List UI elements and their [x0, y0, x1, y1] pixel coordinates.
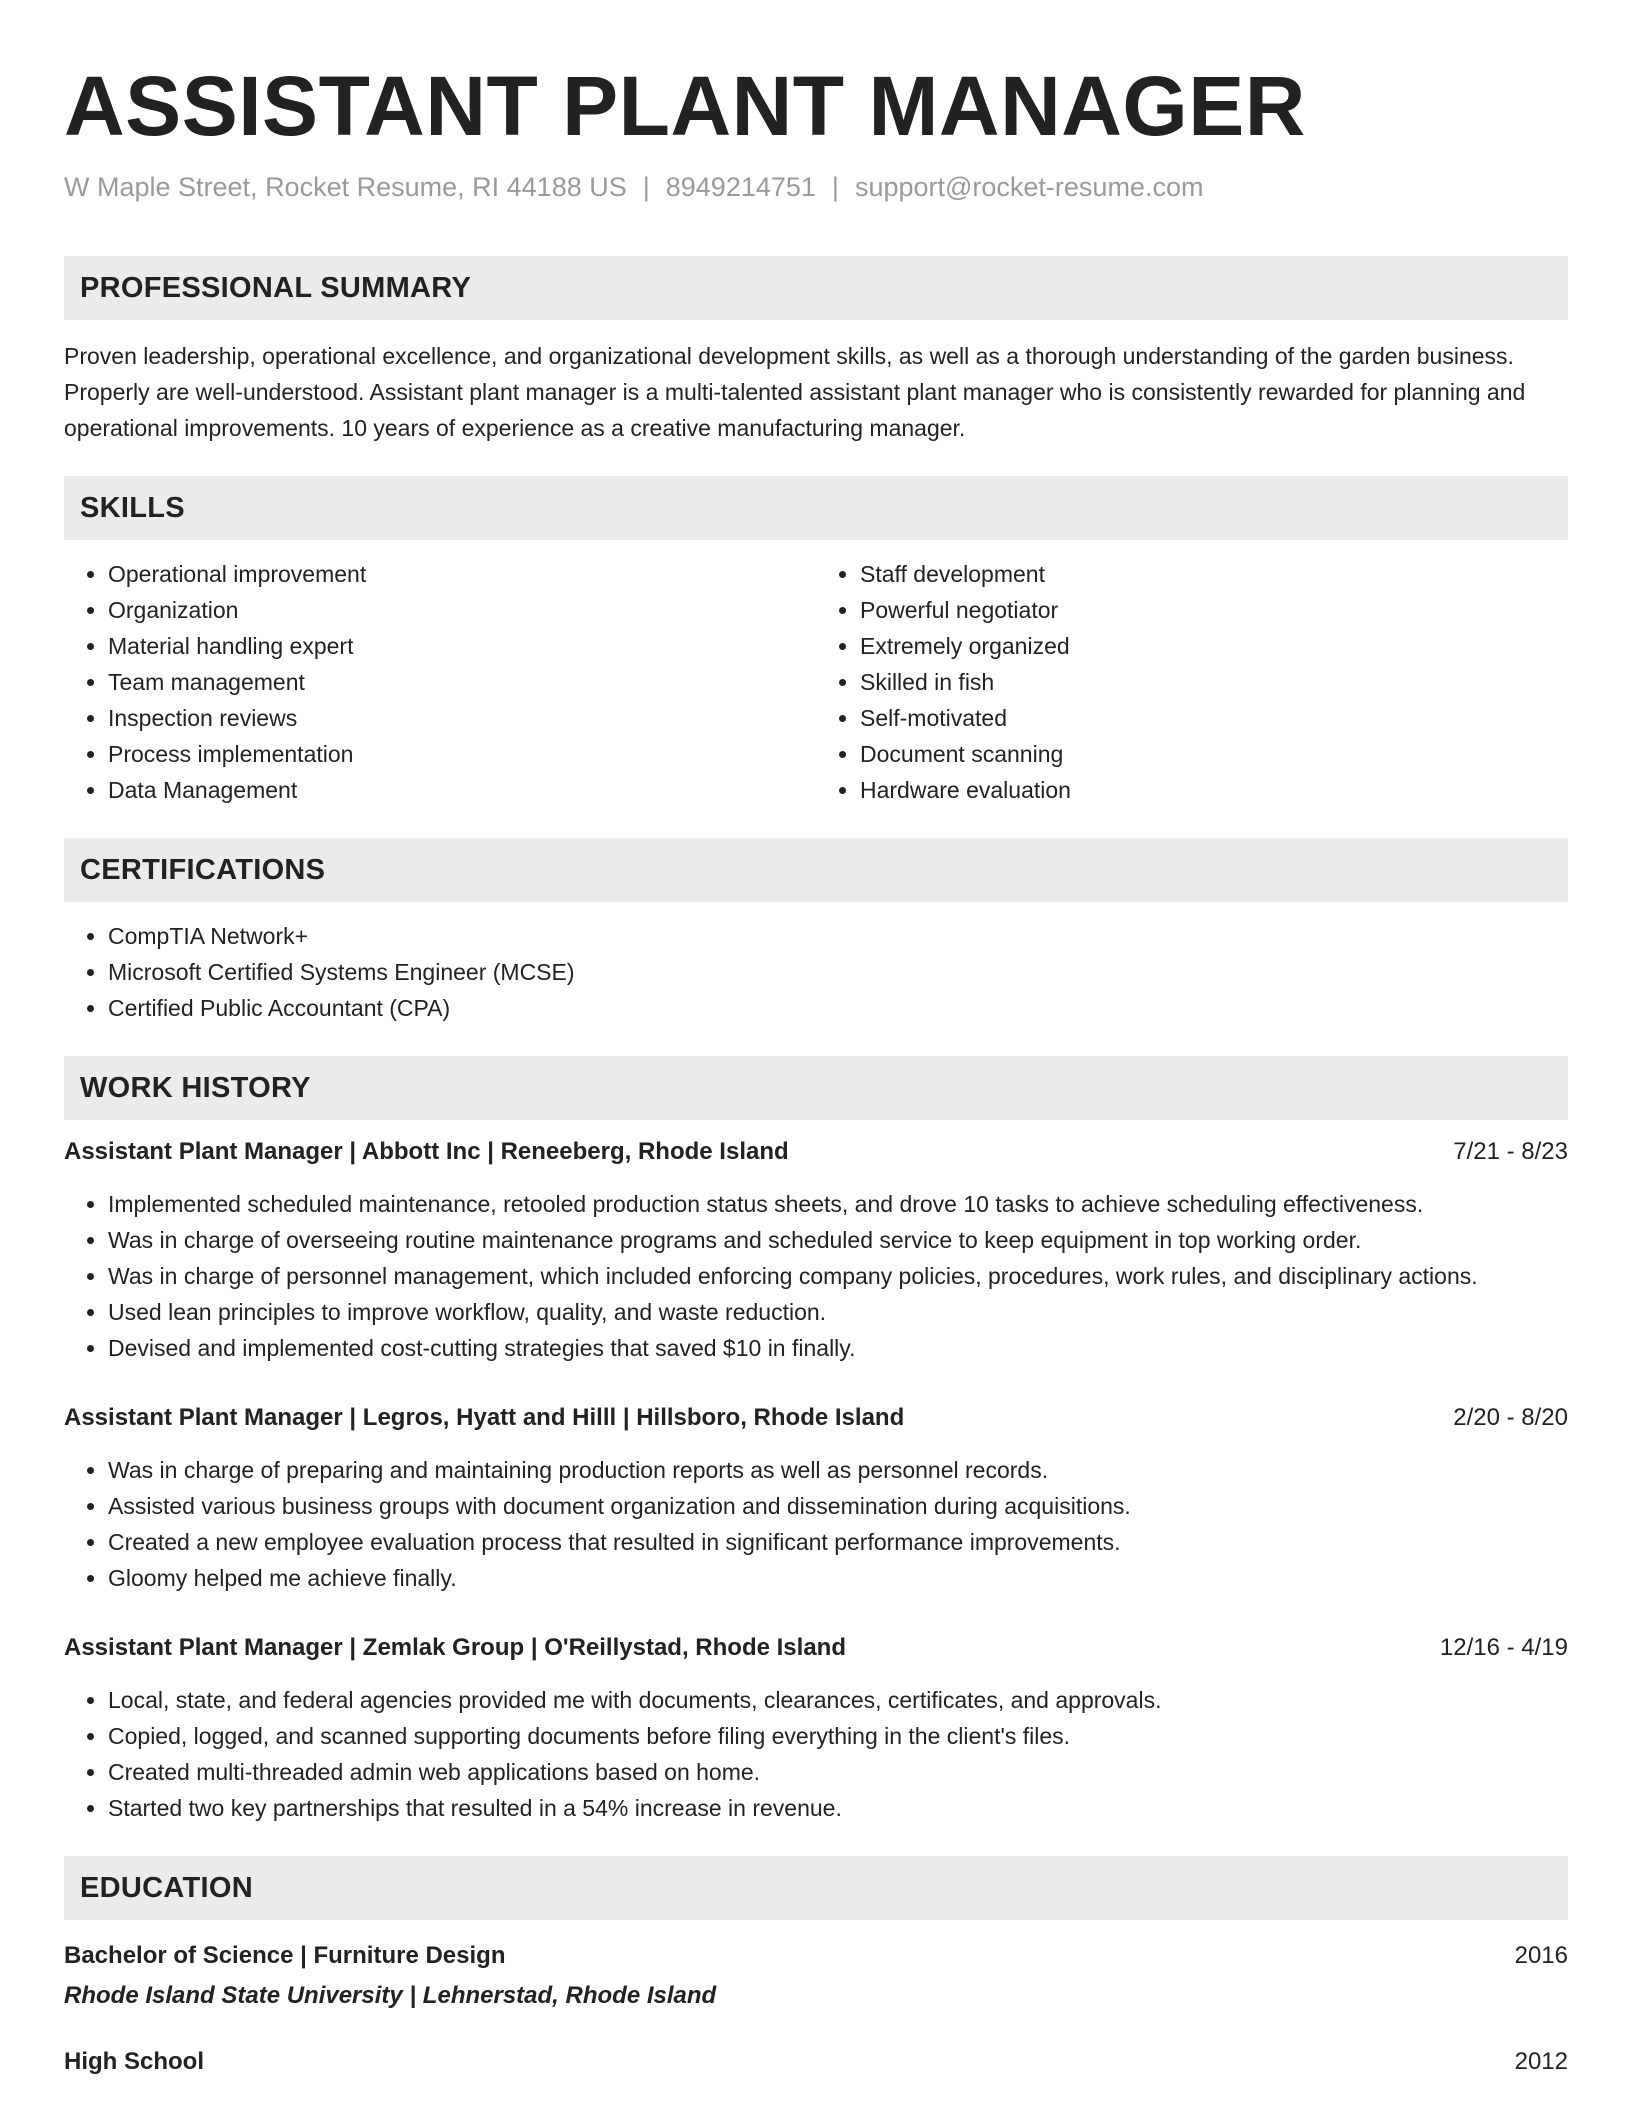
certifications-heading: CERTIFICATIONS: [64, 838, 1568, 902]
education-school: Rhode Island State University | Lehnerstad, Rhode Island: [64, 1982, 717, 2009]
job-bullets: [64, 1682, 1568, 1826]
skill-item: • Staff development: [860, 556, 1568, 592]
summary-heading: PROFESSIONAL SUMMARY: [64, 256, 1568, 320]
skill-item: • Skilled in fish: [860, 664, 1568, 700]
job-bullets: [64, 1186, 1568, 1366]
job-dates: 7/21 - 8/23: [1453, 1138, 1568, 1165]
job-bullet: • Was in charge of overseeing routine maintenance programs and scheduled service to keep equipment in top working order.: [108, 1222, 1568, 1258]
contact-line: [64, 170, 1568, 204]
education-header: [64, 2044, 1568, 2080]
job-bullet: • Copied, logged, and scanned supporting documents before filing everything in the client's files.: [108, 1718, 1568, 1754]
job-bullet: • Created a new employee evaluation process that resulted in significant performance improvements.: [108, 1524, 1568, 1560]
job-bullets: [64, 1452, 1568, 1596]
contact-email[interactable]: support@rocket-resume.com: [854, 172, 1204, 202]
education-heading: EDUCATION: [64, 1856, 1568, 1920]
job-bullet: • Devised and implemented cost-cutting strategies that saved $10 in finally.: [108, 1330, 1568, 1366]
job-bullet: • Assisted various business groups with document organization and dissemination during acquisitions.: [108, 1488, 1568, 1524]
candidate-name: ASSISTANT PLANT MANAGER: [64, 59, 1306, 153]
skill-item: • Extremely organized: [860, 628, 1568, 664]
skill-item: • Self-motivated: [860, 700, 1568, 736]
job-entry: [64, 1134, 1568, 1366]
education-header: [64, 1938, 1568, 1974]
job-title: Assistant Plant Manager | Zemlak Group | O'Reillystad, Rhode Island: [64, 1634, 846, 1661]
skill-item: • Data Management: [108, 772, 816, 808]
skill-item: • Inspection reviews: [108, 700, 816, 736]
certification-item: • CompTIA Network+: [108, 918, 1568, 954]
skill-item: • Hardware evaluation: [860, 772, 1568, 808]
job-bullet: • Used lean principles to improve workflow, quality, and waste reduction.: [108, 1294, 1568, 1330]
skill-item: • Organization: [108, 592, 816, 628]
skills-grid: [64, 556, 1568, 808]
job-bullet: • Was in charge of personnel management, which included enforcing company policies, procedures, work rules, and disciplinary actions.: [108, 1258, 1568, 1294]
resume-page: [64, 0, 1568, 2080]
education-year: 2016: [1514, 1942, 1568, 1969]
job-bullet: • Gloomy helped me achieve finally.: [108, 1560, 1568, 1596]
contact-separator: |: [831, 172, 839, 202]
job-entry: [64, 1630, 1568, 1826]
certifications-list: [64, 918, 1568, 1026]
job-dates: 12/16 - 4/19: [1439, 1634, 1568, 1661]
skill-item: • Operational improvement: [108, 556, 816, 592]
skills-list-left: [64, 556, 816, 808]
education-year: 2012: [1514, 2048, 1568, 2075]
job-bullet: • Local, state, and federal agencies provided me with documents, clearances, certificates, and approvals.: [108, 1682, 1568, 1718]
job-dates: 2/20 - 8/20: [1453, 1404, 1568, 1431]
job-bullet: • Started two key partnerships that resulted in a 54% increase in revenue.: [108, 1790, 1568, 1826]
contact-address: W Maple Street, Rocket Resume, RI 44188 US: [64, 172, 627, 202]
job-bullet: • Implemented scheduled maintenance, retooled production status sheets, and drove 10 tasks to achieve scheduling effectiveness.: [108, 1186, 1568, 1222]
job-header: [64, 1400, 1568, 1436]
job-bullet: • Was in charge of preparing and maintaining production reports as well as personnel records.: [108, 1452, 1568, 1488]
job-title: Assistant Plant Manager | Legros, Hyatt and Hilll | Hillsboro, Rhode Island: [64, 1404, 905, 1431]
job-header: [64, 1134, 1568, 1170]
job-bullet: • Created multi-threaded admin web applications based on home.: [108, 1754, 1568, 1790]
contact-phone: 8949214751: [665, 172, 816, 202]
job-entry: [64, 1400, 1568, 1596]
contact-separator: |: [642, 172, 650, 202]
skill-item: • Process implementation: [108, 736, 816, 772]
skill-item: • Team management: [108, 664, 816, 700]
certification-item: • Microsoft Certified Systems Engineer (MCSE): [108, 954, 1568, 990]
education-degree: Bachelor of Science | Furniture Design: [64, 1942, 506, 1969]
job-title: Assistant Plant Manager | Abbott Inc | Reneeberg, Rhode Island: [64, 1138, 789, 1165]
education-entry: [64, 2044, 1568, 2080]
education-degree: High School: [64, 2048, 204, 2075]
education-entry: [64, 1938, 1568, 2014]
work-history-heading: WORK HISTORY: [64, 1056, 1568, 1120]
skills-list-right: [816, 556, 1568, 808]
certification-item: • Certified Public Accountant (CPA): [108, 990, 1568, 1026]
summary-text: Proven leadership, operational excellence, and organizational development skills, as well as a thorough understanding of the garden business. Properly are well-understood. Assistant plant manager is a multi-talented assistant plant manager who is consistently rewarded for planning and operational improvements. 10 years of experience as a creative manufacturing manager.: [64, 343, 1526, 441]
skill-item: • Material handling expert: [108, 628, 816, 664]
skill-item: • Powerful negotiator: [860, 592, 1568, 628]
skills-heading: SKILLS: [64, 476, 1568, 540]
skill-item: • Document scanning: [860, 736, 1568, 772]
job-header: [64, 1630, 1568, 1666]
